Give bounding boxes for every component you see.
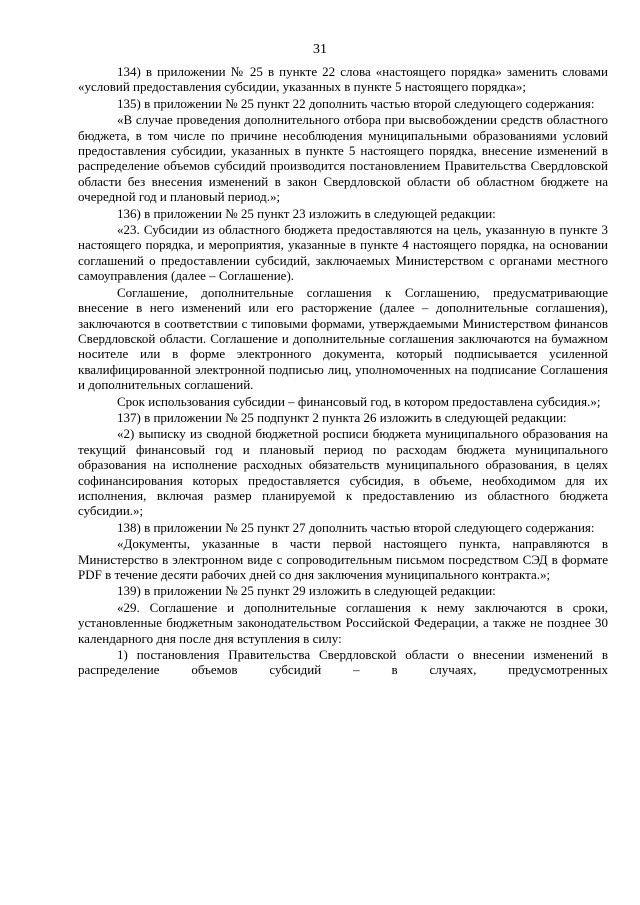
paragraph-136-quote-23: «23. Субсидии из областного бюджета предоставляются на цель, указанную в пункте 3 настоящего порядка, и мероприятия, указанные в пункте 4 настоящего порядка, на основании соглашений о предоставлении субсидий, заключаемых Министерством с органами местного самоуправления (далее – Соглашение). [78,222,608,284]
paragraph-135: 135) в приложении № 25 пункт 22 дополнить частью второй следующего содержания: [117,95,595,111]
paragraph-137: 137) в приложении № 25 подпункт 2 пункта 26 изложить в следующей редакции: [117,409,567,425]
paragraph-138-quote: «Документы, указанные в части первой настоящего пункта, направляются в Министерство в электронном виде с сопроводительным письмом посредством СЭД в формате PDF в течение десяти рабочих дней со дня заключения муниципального контракта.»; [78,536,608,582]
paragraph-136-term: Срок использования субсидии – финансовый год, в котором предоставлена субсидия.»; [117,393,601,409]
paragraph-139-item-1: 1) постановления Правительства Свердловской области о внесении изменений в распределение объемов субсидий – в случаях, предусмотренных [78,647,608,678]
paragraph-139: 139) в приложении № 25 пункт 29 изложить в следующей редакции: [117,583,496,599]
paragraph-135-quote: «В случае проведения дополнительного отбора при высвобождении средств областного бюджета, в том числе по причине несоблюдения муниципальными образованиями условий предоставления субсидии, указанных в пункте 5 настоящего порядка, внесение изменений в распределение объемов субсидий производится постановлением Правительства Свердловской области без внесения изменений в закон Свердловской области об областном бюджете на очередной год и плановый период.»; [78,112,608,205]
paragraph-137-quote: «2) выписку из сводной бюджетной росписи бюджета муниципального образования на текущий финансовый год и плановый период по расходам бюджета муниципального образования на исполнение расходных обязательств муниципального образования, в целях софинансирования которых предоставляется субсидия, в объеме, необходимом для их исполнения, включая размер планируемой к предоставлению из областного бюджета субсидии.»; [78,426,608,519]
page-number: 31 [313,42,327,57]
paragraph-136: 136) в приложении № 25 пункт 23 изложить в следующей редакции: [117,205,496,221]
paragraph-139-quote-29: «29. Соглашение и дополнительные соглашения к нему заключаются в сроки, установленные бюджетным законодательством Российской Федерации, а также не позднее 30 календарного дня после дня вступления в силу: [78,599,608,646]
paragraph-136-agreement: Соглашение, дополнительные соглашения к Соглашению, предусматривающие внесение в него изменений или его расторжение (далее – дополнительные соглашения), заключаются в соответствии с типовыми формами, утверждаемыми Министерством финансов Свердловской области. Соглашение и дополнительные соглашения заключаются на бумажном носителе или в форме электронного документа, который подписывается усиленной квалифицированной электронной подписью лиц, уполномоченных на подписание Соглашения и дополнительных соглашений. [78,284,608,393]
document-body [78,64,608,678]
paragraph-134: 134) в приложении № 25 в пункте 22 слова «настоящего порядка» заменить словами «условий предоставления субсидии, указанных в пункте 5 настоящего порядка»; [78,64,608,95]
paragraph-138: 138) в приложении № 25 пункт 27 дополнить частью второй следующего содержания: [117,519,595,535]
